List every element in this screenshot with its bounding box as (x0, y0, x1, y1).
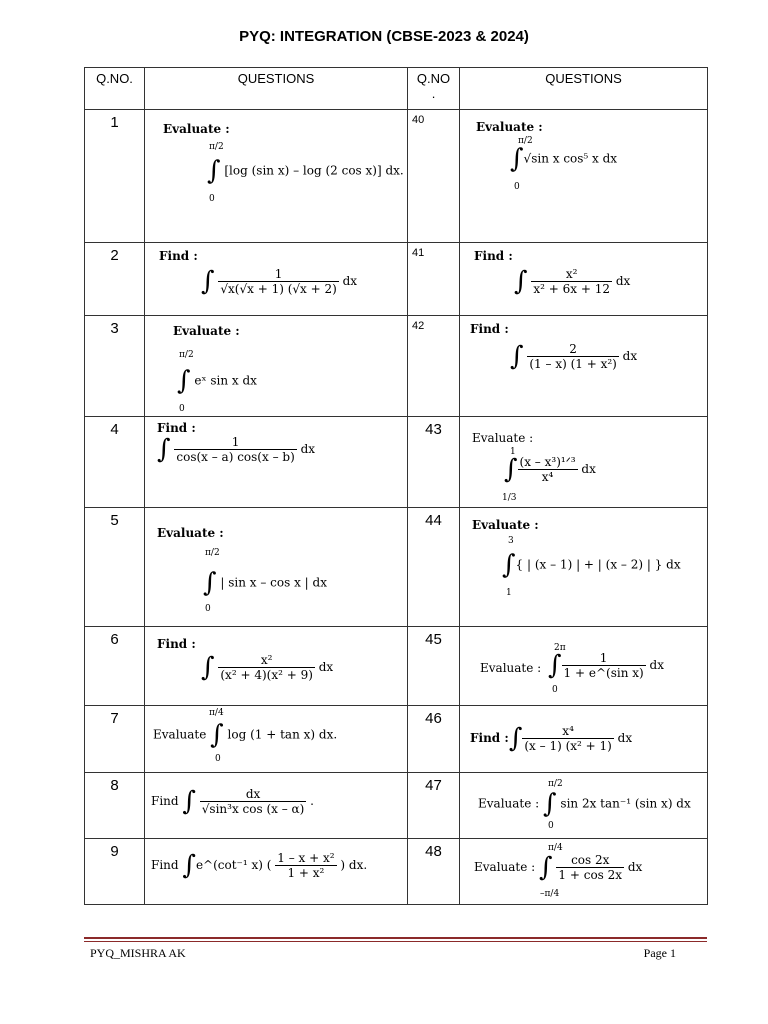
table-row (85, 706, 708, 773)
question-cell (460, 417, 708, 508)
question-label: Evaluate : (476, 120, 543, 134)
question-label: Find : (474, 249, 513, 263)
lower-limit: –π/4 (540, 889, 560, 899)
question-label: Find : (157, 637, 196, 651)
lower-limit: 0 (548, 821, 554, 831)
table-row (85, 110, 708, 243)
question-expression: ∫ $\frac{1}{\cos(x - a) \cos(x - b)}$ dx (157, 434, 316, 465)
question-number: 40 (408, 110, 460, 243)
question-cell (145, 316, 408, 417)
question-expression: ∫ $\frac{2}{\text{(1 – x) (1 + x²)}}$ dx (510, 341, 638, 372)
page-title: PYQ: INTEGRATION (CBSE-2023 & 2024) (239, 28, 529, 45)
question-cell (145, 417, 408, 508)
question-number: 5 (85, 508, 145, 627)
question-expression: Evaluate ∫ log (1 + tan x) dx. (153, 720, 338, 750)
question-cell (460, 627, 708, 706)
upper-limit: 1 (510, 447, 516, 457)
question-label: Evaluate : (472, 431, 534, 445)
question-number: 48 (408, 839, 460, 905)
question-expression: ∫{ | (x – 1) | + | (x – 2) | } dx (502, 550, 681, 580)
header-questions-left: QUESTIONS (145, 68, 408, 110)
lower-limit: 1 (506, 588, 512, 598)
question-label: Evaluate : (163, 122, 230, 136)
upper-limit: 3 (508, 536, 514, 546)
table-row (85, 627, 708, 706)
lower-limit: 0 (205, 604, 211, 614)
question-number: 7 (85, 706, 145, 773)
question-expression: Find ∫e^(cot⁻¹ x) ( $\frac{\text{1 – x + x²}}{\text{1 + x²}}$ ) dx. (151, 850, 368, 881)
table-row (85, 773, 708, 839)
footer-author: PYQ_MISHRA AK (90, 946, 186, 960)
footer-divider (84, 937, 707, 939)
question-label: Evaluate : (472, 518, 539, 532)
question-expression: ∫ [log (sin x) – log (2 cos x)] dx. (207, 156, 404, 186)
upper-limit: π/4 (209, 708, 224, 718)
question-number: 47 (408, 773, 460, 839)
question-expression: ∫ $\frac{\text{x²}}{\text{x² + 6x + 12}}$ dx (514, 266, 631, 297)
question-expression: Evaluate : ∫ $\frac{\cos 2x}{1 + \cos 2x}$ dx (474, 852, 643, 883)
question-cell (460, 508, 708, 627)
question-label: Evaluate : (480, 661, 542, 675)
question-expression: ∫ eˣ sin x dx (177, 366, 257, 396)
question-expression: ∫ $\frac{\text{(x – x³)¹ᐟ³}}{\text{x⁴}}$ dx (504, 454, 596, 485)
questions-table (84, 67, 708, 905)
question-cell (460, 706, 708, 773)
header-qno-left: Q.NO. (85, 68, 145, 110)
question-number: 44 (408, 508, 460, 627)
question-cell (145, 243, 408, 316)
question-cell (145, 508, 408, 627)
upper-limit: π/2 (205, 548, 220, 558)
upper-limit: π/2 (179, 350, 194, 360)
question-cell (460, 773, 708, 839)
lower-limit: 0 (514, 182, 520, 192)
question-cell (145, 839, 408, 905)
question-number: 3 (85, 316, 145, 417)
question-expression: Find ∫ $\frac{dx}{\text{√sin³x cos (x – α)}}$ . (151, 786, 314, 817)
upper-limit: π/4 (548, 843, 563, 853)
question-label: Find : (157, 421, 196, 435)
question-cell (460, 316, 708, 417)
question-expression: Evaluate : ∫ sin 2x tan⁻¹ (sin x) dx (478, 789, 691, 819)
question-number: 1 (85, 110, 145, 243)
page-number: Page 1 (643, 946, 676, 960)
question-number: 9 (85, 839, 145, 905)
question-number: 4 (85, 417, 145, 508)
question-cell (460, 839, 708, 905)
table-row (85, 316, 708, 417)
table-row (85, 839, 708, 905)
question-number: 6 (85, 627, 145, 706)
lower-limit: 0 (209, 194, 215, 204)
question-expression: ∫ | sin x – cos x | dx (203, 568, 327, 598)
lower-limit: 1/3 (502, 493, 517, 503)
table-header-row (85, 68, 708, 110)
question-cell (145, 110, 408, 243)
table-row (85, 417, 708, 508)
question-number: 42 (408, 316, 460, 417)
lower-limit: 0 (179, 404, 185, 414)
question-cell (145, 773, 408, 839)
question-label: Evaluate : (157, 526, 224, 540)
footer-divider (84, 941, 707, 942)
question-number: 41 (408, 243, 460, 316)
question-label: Find : (159, 249, 198, 263)
question-label: Evaluate : (173, 324, 240, 338)
lower-limit: 0 (552, 685, 558, 695)
question-expression: ∫ $\frac{1}{\text{1 + e\textasciicircum{}(sin x)}}$ dx (548, 650, 664, 681)
lower-limit: 0 (215, 754, 221, 764)
upper-limit: π/2 (548, 779, 563, 789)
upper-limit: 2π (554, 643, 566, 653)
header-questions-right: QUESTIONS (460, 68, 708, 110)
question-number: 45 (408, 627, 460, 706)
question-expression: ∫√sin x cos⁵ x dx (510, 144, 618, 174)
question-number: 46 (408, 706, 460, 773)
table-row (85, 508, 708, 627)
question-cell (145, 627, 408, 706)
question-number: 43 (408, 417, 460, 508)
question-number: 8 (85, 773, 145, 839)
upper-limit: π/2 (518, 136, 533, 146)
question-number: 2 (85, 243, 145, 316)
question-cell (460, 110, 708, 243)
question-expression: ∫ $\frac{\text{x²}}{\text{(x² + 4)(x² + 9)}}$ dx (201, 652, 334, 683)
question-cell (145, 706, 408, 773)
question-cell (460, 243, 708, 316)
header-qno-right: Q.NO . (408, 68, 460, 110)
upper-limit: π/2 (209, 142, 224, 152)
table-row (85, 243, 708, 316)
question-expression: ∫ $\frac{1}{√x(√x + 1) (√x + 2)}$ dx (201, 266, 358, 297)
question-expression: Find :∫ $\frac{\text{x⁴}}{\text{(x – 1) (x² + 1)}}$ dx (470, 723, 633, 754)
question-label: Find : (470, 322, 509, 336)
